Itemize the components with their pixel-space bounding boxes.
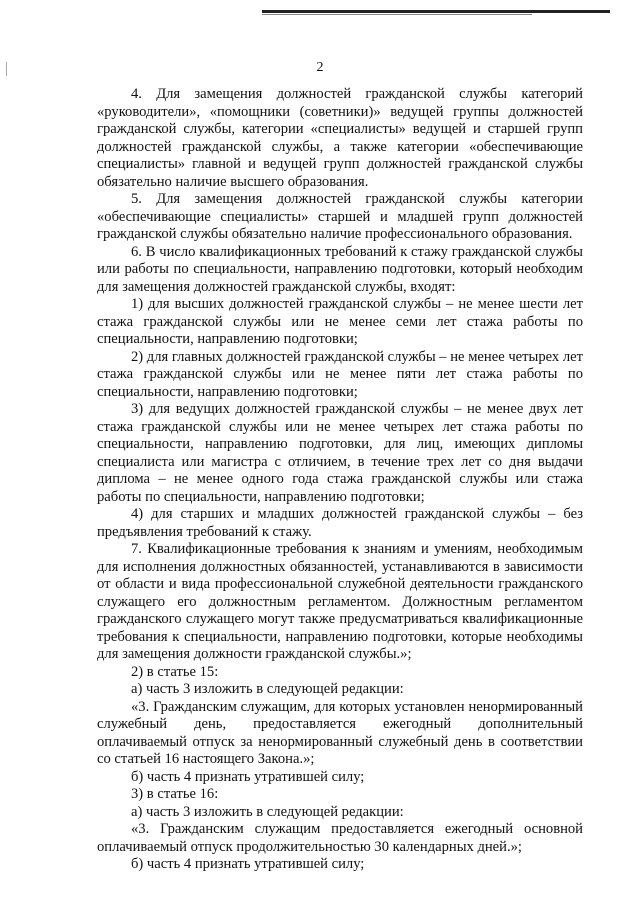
header-rule <box>262 10 610 13</box>
paragraph-article-15-part-a: а) часть 3 изложить в следующей редакции: <box>131 681 404 697</box>
paragraph-item-7: 7. Квалификационные требования к знаниям и умениям, необходимым для исполнения должностных обязанностей, устанавливаются в зависимости от области и вида профессиональной служебной деятельности гражданского служащего его должностным регламентом. Должностным регламентом гражданского служащего могут также предусматриваться квалификационные требования к специальности, направлению подготовки, которые необходимы для замещения должности гражданской службы.»; <box>97 541 583 662</box>
page-number: 2 <box>316 60 324 75</box>
document-body <box>97 86 583 874</box>
paragraph-subitem-3: 3) для ведущих должностей гражданской службы – не менее двух лет стажа гражданской службы или не менее четырех лет стажа работы по специальности, направлению подготовки, для лиц, имеющих дипломы специалиста или магистра с отличием, в течение трех лет со дня выдачи диплома – не менее одного года стажа гражданской службы или стажа работы по специальности, направлению подготовки; <box>97 401 583 505</box>
paragraph-subitem-1: 1) для высших должностей гражданской службы – не менее шести лет стажа гражданской службы или не менее семи лет стажа работы по специальности, направлению подготовки; <box>97 296 583 347</box>
paragraph-article-15: 2) в статье 15: <box>131 663 219 680</box>
paragraph-article-16-part-a: а) часть 3 изложить в следующей редакции: <box>131 803 404 820</box>
paragraph-subitem-2: 2) для главных должностей гражданской службы – не менее четырех лет стажа гражданской службы или не менее пяти лет стажа работы по специальности, направлению подготовки; <box>97 348 583 400</box>
header-rule-shadow <box>262 14 532 15</box>
paragraph-article-15-quote: «3. Гражданским служащим, для которых установлен ненормированный служебный день, предоставляется ежегодный дополнительный оплачиваемый отпуск за ненормированный служебный день в соответствии со статьей 16 настоящего Закона.»; <box>97 698 583 767</box>
paragraph-subitem-4: 4) для старших и младших должностей гражданской службы – без предъявления требований к стажу. <box>97 506 583 540</box>
paragraph-item-6: 6. В число квалификационных требований к стажу гражданской службы или работы по специальности, направлению подготовки, который необходим для замещения должностей гражданской службы, входят: <box>97 243 583 295</box>
paragraph-article-16-part-b: б) часть 4 признать утратившей силу; <box>131 856 365 872</box>
paragraph-item-5: 5. Для замещения должностей гражданской службы категории «обеспечивающие специалисты» старшей и младшей групп должностей гражданской службы обязательно наличие профессионального образования. <box>97 191 583 242</box>
paragraph-article-16-quote: «3. Гражданским служащим предоставляется ежегодный основной оплачиваемый отпуск продолжительностью 30 календарных дней.»; <box>97 821 583 855</box>
paragraph-article-15-part-b: б) часть 4 признать утратившей силу; <box>131 768 365 785</box>
paragraph-article-16: 3) в статье 16: <box>131 786 219 802</box>
paragraph-item-4: 4. Для замещения должностей гражданской службы категорий «руководители», «помощники (советники)» ведущей группы должностей гражданской службы, категории «специалисты» ведущей и старшей групп должностей гражданской службы, а также категории «обеспечивающие специалисты» главной и ведущей групп должностей гражданской службы обязательно наличие высшего образования. <box>97 86 583 190</box>
